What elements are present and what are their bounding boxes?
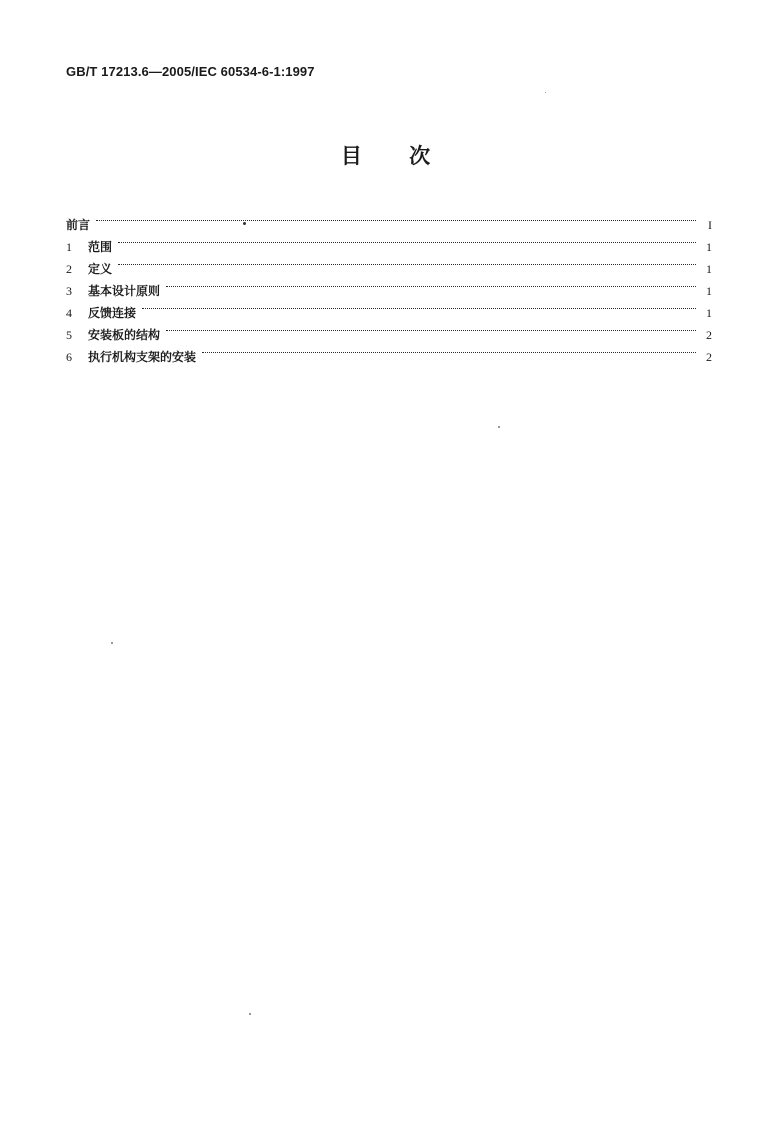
toc-dot-leader [166, 317, 696, 339]
toc-entry-page: 1 [706, 240, 712, 254]
page-title: 目 次 [340, 144, 432, 168]
toc-entry-title: 范围 [88, 240, 113, 254]
toc-dot-leader [118, 251, 696, 273]
toc-entry-title: 反馈连接 [88, 306, 137, 320]
toc-entry-number: 1 [66, 240, 72, 254]
scan-speck [249, 1013, 251, 1015]
toc-entry-page: 1 [706, 262, 712, 276]
toc-entry-scope[interactable] [66, 229, 712, 254]
toc-entry-number: 5 [66, 328, 72, 342]
toc-entry-page: 1 [706, 306, 712, 320]
toc-entry-definitions[interactable] [66, 251, 712, 276]
toc-entry-page: 1 [706, 284, 712, 298]
toc-entry-number: 4 [66, 306, 72, 320]
toc-dot-leader [118, 229, 696, 251]
toc-dot-leader [166, 273, 696, 295]
toc-entry-number: 6 [66, 350, 72, 364]
scan-speck [498, 426, 500, 428]
toc-entry-number: 3 [66, 284, 72, 298]
toc-entry-basic-design-principles[interactable] [66, 273, 712, 298]
table-of-contents [66, 207, 712, 364]
toc-entry-title: 前言 [66, 218, 91, 232]
toc-dot-leader [202, 339, 696, 361]
toc-entry-number: 2 [66, 262, 72, 276]
toc-entry-title: 基本设计原则 [88, 284, 161, 298]
toc-dot-leader [142, 295, 696, 317]
toc-entry-page: 2 [706, 350, 712, 364]
toc-entry-title: 定义 [88, 262, 113, 276]
toc-dot-leader [96, 207, 696, 229]
toc-entry-title: 安装板的结构 [88, 328, 161, 342]
toc-entry-feedback-connection[interactable] [66, 295, 712, 320]
standard-number-header: GB/T 17213.6—2005/IEC 60534-6-1:1997 [66, 64, 315, 79]
scan-speck [545, 92, 546, 93]
scan-speck [243, 222, 246, 225]
toc-entry-page: 2 [706, 328, 712, 342]
toc-entry-title: 执行机构支架的安装 [88, 350, 197, 364]
toc-entry-page: I [708, 218, 712, 232]
scan-speck [111, 642, 113, 644]
toc-entry-mounting-plate-structure[interactable] [66, 317, 712, 342]
toc-entry-preface[interactable] [66, 207, 712, 232]
